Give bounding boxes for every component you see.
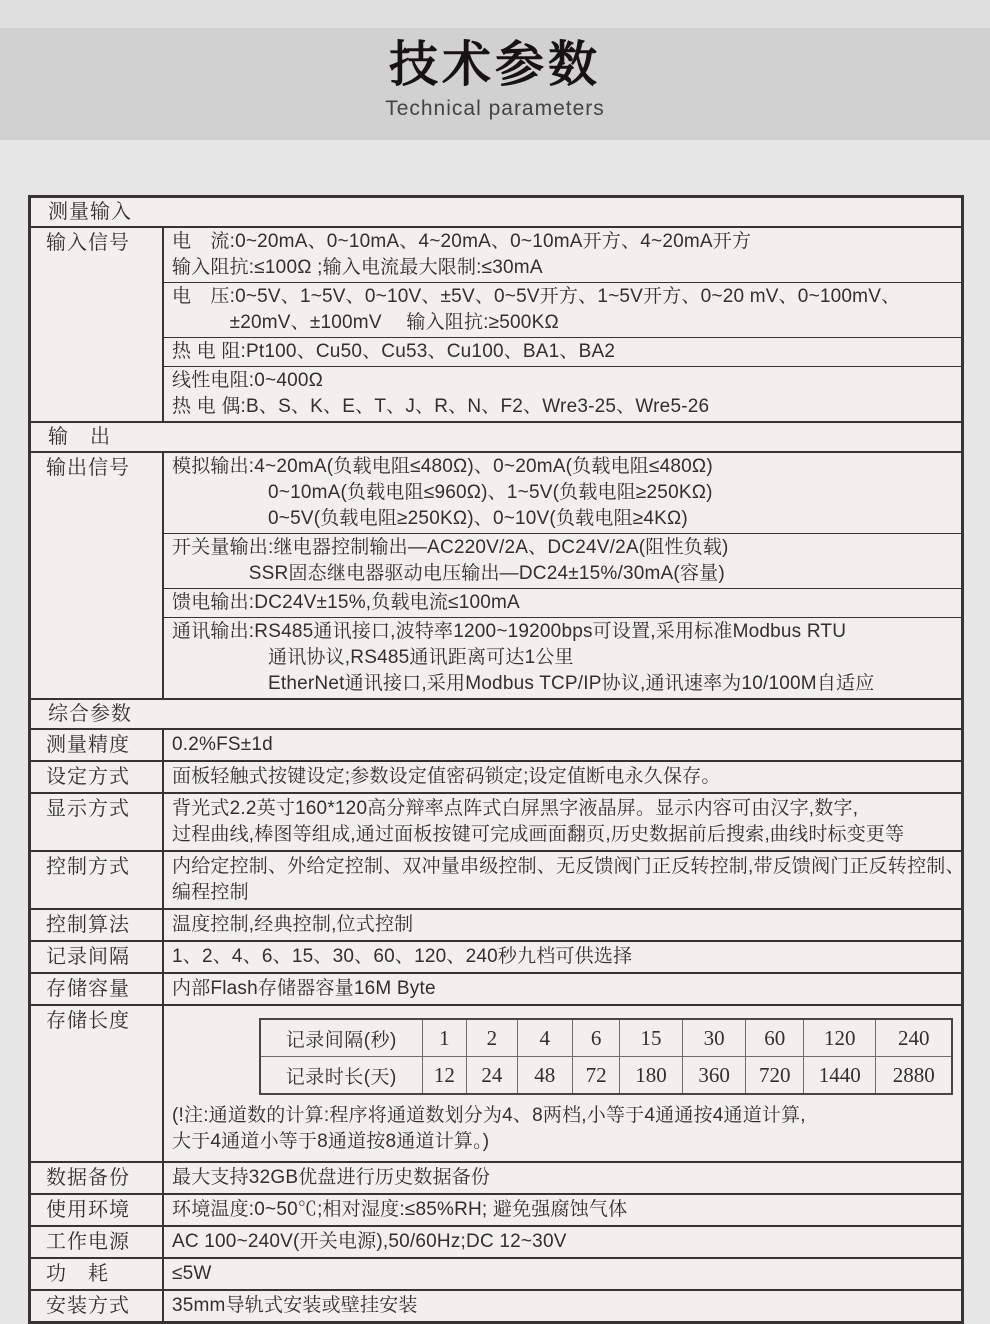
- storage-table-row: [260, 1057, 952, 1095]
- section-row: [31, 698, 961, 728]
- page-header: [0, 36, 990, 122]
- value-line: AC 100~240V(开关电源),50/60Hz;DC 12~30V: [172, 1231, 567, 1252]
- storage-value-cell: 240: [876, 1019, 952, 1057]
- table-row: [31, 1004, 961, 1161]
- storage-value-cell: 30: [682, 1019, 746, 1057]
- row-value: [164, 974, 961, 1004]
- row-label: 工作电源: [31, 1227, 164, 1257]
- value-line: 背光式2.2英寸160*120高分辩率点阵式白屏黑字液晶屏。显示内容可由汉字,数字,: [172, 798, 859, 819]
- table-row: [31, 728, 961, 760]
- section-label: 测量输入: [48, 201, 132, 223]
- table-row: [31, 1257, 961, 1289]
- table-row: [31, 908, 961, 940]
- section-label: 输 出: [48, 426, 111, 448]
- storage-value-cell: 60: [746, 1019, 804, 1057]
- storage-value-cell: 2880: [876, 1057, 952, 1095]
- value-line: 0.2%FS±1d: [172, 734, 273, 755]
- table-row: [31, 972, 961, 1004]
- storage-value-cell: 1440: [804, 1057, 876, 1095]
- storage-value-cell: 4: [517, 1019, 572, 1057]
- row-label: 存储长度: [31, 1006, 164, 1161]
- storage-value-cell: 48: [517, 1057, 572, 1095]
- sub-cell: [164, 588, 961, 617]
- table-row: [31, 451, 961, 698]
- row-label: 显示方式: [31, 794, 164, 850]
- row-label: 设定方式: [31, 762, 164, 792]
- value-line: 模拟输出:4~20mA(负载电阻≤480Ω)、0~20mA(负载电阻≤480Ω): [172, 456, 713, 477]
- storage-row-label: 记录间隔(秒): [260, 1019, 422, 1057]
- sub-cell: [164, 282, 961, 337]
- row-label: 输出信号: [31, 453, 164, 698]
- row-value: [164, 1291, 961, 1321]
- sub-cell: [164, 617, 961, 698]
- storage-length-table: [259, 1018, 953, 1095]
- row-label: 输入信号: [31, 228, 164, 421]
- storage-table-row: [260, 1019, 952, 1057]
- storage-value-cell: 720: [746, 1057, 804, 1095]
- value-line: 热 电 阻:Pt100、Cu50、Cu53、Cu100、BA1、BA2: [172, 341, 616, 362]
- table-row: [31, 226, 961, 421]
- value-line: 0~10mA(负载电阻≤960Ω)、1~5V(负载电阻≥250KΩ): [172, 482, 713, 503]
- row-value: [164, 794, 961, 850]
- value-line: 内给定控制、外给定控制、双冲量串级控制、无反馈阀门正反转控制,带反馈阀门正反转控制、: [172, 856, 965, 877]
- value-line: 1、2、4、6、15、30、60、120、240秒九档可供选择: [172, 946, 633, 967]
- storage-row-label: 记录时长(天): [260, 1057, 422, 1095]
- table-row: [31, 1161, 961, 1193]
- row-value: [164, 453, 961, 698]
- table-row: [31, 940, 961, 972]
- row-label: 数据备份: [31, 1163, 164, 1193]
- value-line: SSR固态继电器驱动电压输出—DC24±15%/30mA(容量): [172, 563, 725, 584]
- value-line: 编程控制: [172, 882, 249, 903]
- note-line: (!注:通道数的计算:程序将通道数划分为4、8两档,小等于4通通按4通道计算,: [172, 1105, 806, 1126]
- row-value: [164, 910, 961, 940]
- value-line: 内部Flash存储器容量16M Byte: [172, 978, 436, 999]
- table-row: [31, 1289, 961, 1321]
- value-line: 最大支持32GB优盘进行历史数据备份: [172, 1167, 491, 1188]
- row-value: [164, 1227, 961, 1257]
- row-value: [164, 1195, 961, 1225]
- value-line: 馈电输出:DC24V±15%,负载电流≤100mA: [172, 592, 520, 613]
- sub-cell: [164, 453, 961, 533]
- sub-cell: [164, 228, 961, 282]
- row-label: 控制算法: [31, 910, 164, 940]
- row-label: 控制方式: [31, 852, 164, 908]
- row-value: [164, 1006, 961, 1161]
- spec-table: [28, 195, 964, 1324]
- value-line: 通讯协议,RS485通讯距离可达1公里: [172, 647, 574, 668]
- section-row: [31, 421, 961, 451]
- table-row: [31, 760, 961, 792]
- sub-cell: [164, 337, 961, 366]
- row-label: 记录间隔: [31, 942, 164, 972]
- row-value: [164, 942, 961, 972]
- value-line: 开关量输出:继电器控制输出—AC220V/2A、DC24V/2A(阻性负载): [172, 537, 729, 558]
- value-line: 通讯输出:RS485通讯接口,波特率1200~19200bps可设置,采用标准Modbus RTU: [172, 621, 847, 642]
- row-label: 安装方式: [31, 1291, 164, 1321]
- value-line: 线性电阻:0~400Ω: [172, 370, 324, 391]
- row-label: 测量精度: [31, 730, 164, 760]
- row-value: [164, 762, 961, 792]
- storage-value-cell: 24: [467, 1057, 518, 1095]
- row-value: [164, 852, 965, 908]
- value-line: 0~5V(负载电阻≥250KΩ)、0~10V(负载电阻≥4KΩ): [172, 508, 688, 529]
- value-line: ≤5W: [172, 1263, 212, 1284]
- storage-value-cell: 12: [422, 1057, 466, 1095]
- row-value: [164, 1259, 961, 1289]
- storage-value-cell: 360: [682, 1057, 746, 1095]
- table-row: [31, 850, 965, 908]
- value-line: 环境温度:0~50℃;相对湿度:≤85%RH; 避免强腐蚀气体: [172, 1199, 628, 1220]
- storage-note: [164, 1101, 961, 1161]
- sub-cell: [164, 366, 961, 421]
- value-line: 面板轻触式按键设定;参数设定值密码锁定;设定值断电永久保存。: [172, 766, 721, 787]
- value-line: 35mm导轨式安装或壁挂安装: [172, 1295, 418, 1316]
- page-subtitle: Technical parameters: [385, 97, 605, 120]
- row-value: [164, 228, 961, 421]
- storage-value-cell: 1: [422, 1019, 466, 1057]
- value-line: ±20mV、±100mV 输入阻抗:≥500KΩ: [172, 312, 559, 333]
- value-line: 电 流:0~20mA、0~10mA、4~20mA、0~10mA开方、4~20mA开方: [172, 231, 752, 252]
- table-row: [31, 1193, 961, 1225]
- row-label: 功 耗: [31, 1259, 164, 1289]
- page-title: 技术参数: [388, 38, 601, 92]
- storage-value-cell: 2: [467, 1019, 518, 1057]
- storage-value-cell: 72: [572, 1057, 620, 1095]
- row-value: [164, 1163, 961, 1193]
- note-line: 大于4通道小等于8通道按8通道计算。): [172, 1131, 490, 1152]
- storage-value-cell: 120: [804, 1019, 876, 1057]
- value-line: 电 压:0~5V、1~5V、0~10V、±5V、0~5V开方、1~5V开方、0~20 mV、0~100mV、: [172, 286, 901, 307]
- section-label: 综合参数: [48, 703, 132, 725]
- table-row: [31, 1225, 961, 1257]
- storage-value-cell: 15: [620, 1019, 682, 1057]
- table-row: [31, 792, 961, 850]
- background-band-top: [0, 0, 990, 28]
- value-line: 过程曲线,棒图等组成,通过面板按键可完成画面翻页,历史数据前后搜索,曲线时标变更等: [172, 824, 905, 845]
- storage-value-cell: 6: [572, 1019, 620, 1057]
- sub-cell: [164, 533, 961, 588]
- value-line: 输入阻抗:≤100Ω ;输入电流最大限制:≤30mA: [172, 257, 543, 278]
- row-label: 存储容量: [31, 974, 164, 1004]
- row-value: [164, 730, 961, 760]
- storage-value-cell: 180: [620, 1057, 682, 1095]
- value-line: 热 电 偶:B、S、K、E、T、J、R、N、F2、Wre3-25、Wre5-26: [172, 396, 710, 417]
- value-line: 温度控制,经典控制,位式控制: [172, 914, 414, 935]
- value-line: EtherNet通讯接口,采用Modbus TCP/IP协议,通讯速率为10/100M自适应: [172, 673, 875, 694]
- row-label: 使用环境: [31, 1195, 164, 1225]
- section-row: [31, 198, 961, 226]
